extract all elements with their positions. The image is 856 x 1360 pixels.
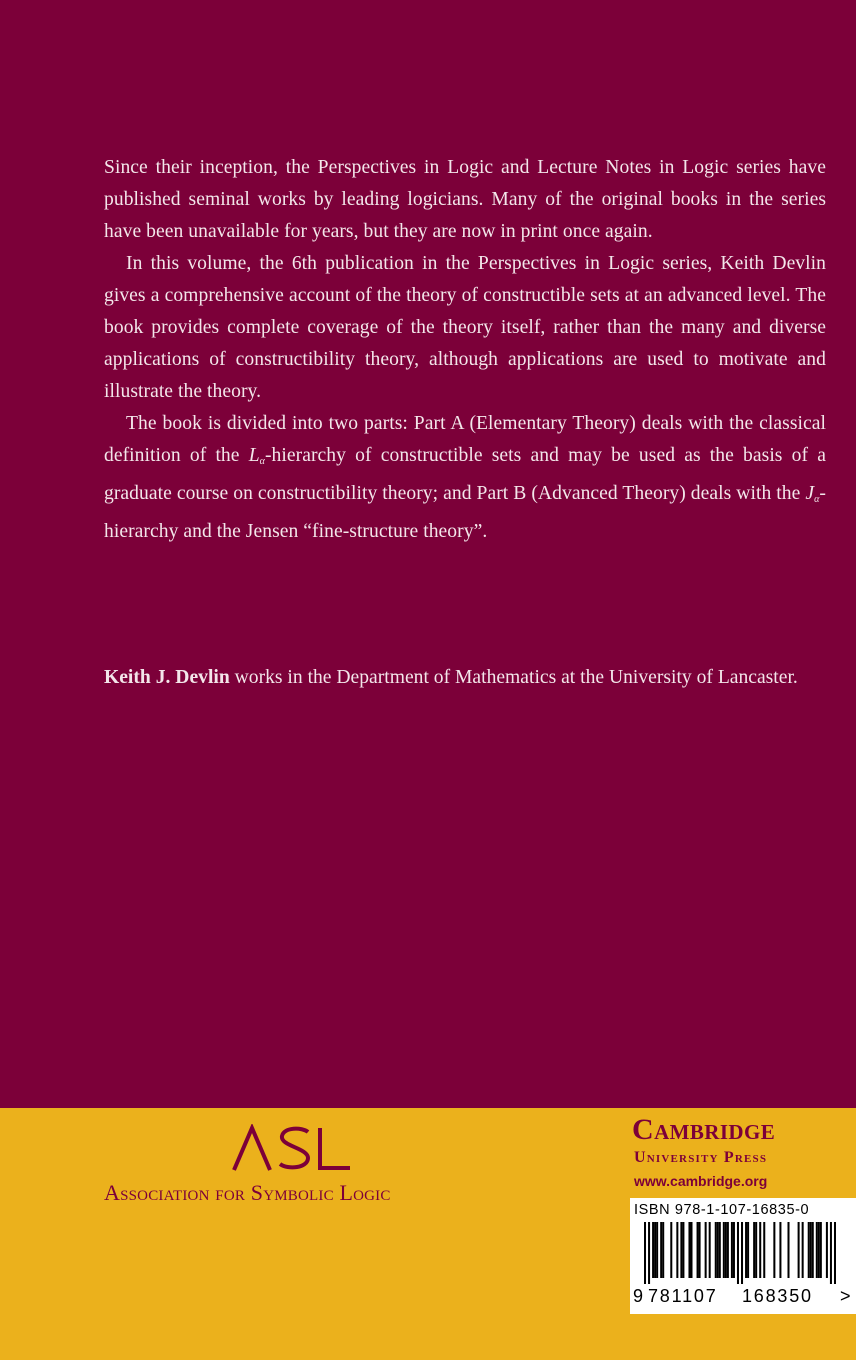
barcode-bar (747, 1222, 749, 1278)
blurb-paragraph-3 (104, 408, 826, 548)
barcode-bar (733, 1222, 735, 1278)
barcode-bar (818, 1222, 820, 1278)
author-bio-text: works in the Department of Mathematics at the University of Lancaster. (229, 667, 798, 688)
barcode-bar (717, 1222, 719, 1278)
cambridge-name: Cambridge (632, 1113, 776, 1146)
barcode-bar (709, 1222, 711, 1278)
blurb-p3-part-c: -hierarchy and the Jensen “fine-structure theory”. (104, 483, 826, 542)
barcode-bar (812, 1222, 814, 1278)
barcode-bar (737, 1222, 739, 1284)
barcode-bar (731, 1222, 733, 1278)
barcode-bar (699, 1222, 701, 1278)
barcode-bar (741, 1222, 743, 1284)
blurb-paragraph-2: In this volume, the 6th publication in the Perspectives in Logic series, Keith Devlin gives a comprehensive account of the theory of constructible sets at an advanced level. The book provides complete coverage of the theory itself, rather than the many and diverse applications of constructibility theory, although applications are used to motivate and illustrate the theory. (104, 253, 826, 402)
barcode-bar (773, 1222, 775, 1278)
barcode-bar (644, 1222, 646, 1284)
isbn-label: ISBN 978-1-107-16835-0 (634, 1202, 810, 1218)
barcode-bar (715, 1222, 717, 1278)
barcode-bar (779, 1222, 781, 1278)
ean-first-digit: 9 (633, 1286, 644, 1306)
university-press: University Press (634, 1149, 768, 1166)
blurb-paragraph-1: Since their inception, the Perspectives in Logic and Lecture Notes in Logic series have published seminal works by leading logicians. Many of the original books in the series have been unavailable for years, but they are now in print once again. (104, 157, 826, 242)
author-bio (104, 662, 826, 694)
barcode-bar (723, 1222, 725, 1278)
barcode-bar (697, 1222, 699, 1278)
author-name: Keith J. Devlin (104, 667, 230, 688)
isbn-barcode (630, 1198, 856, 1314)
asl-name: Association for Symbolic Logic (104, 1180, 391, 1205)
barcode-bar (759, 1222, 761, 1278)
j-alpha-symbol: $J_\alpha$ (805, 483, 820, 505)
barcode-bar (820, 1222, 822, 1278)
barcode-bar (816, 1222, 818, 1278)
barcode-bar (652, 1222, 654, 1278)
barcode-bar (802, 1222, 804, 1278)
l-alpha-symbol: $L_\alpha$ (248, 445, 265, 467)
barcode-bar (662, 1222, 664, 1278)
ean-quiet-zone-arrow: > (840, 1286, 851, 1306)
asl-logo-icon (232, 1124, 352, 1172)
barcode-bar (688, 1222, 690, 1278)
publisher-url[interactable]: www.cambridge.org (634, 1173, 768, 1189)
barcode-bar (810, 1222, 812, 1278)
barcode-bar (660, 1222, 662, 1278)
ean-right-digits: 168350 (742, 1286, 813, 1306)
barcode-bar (798, 1222, 800, 1278)
barcode-bars-icon (644, 1222, 836, 1284)
barcode-bar (830, 1222, 832, 1284)
blurb-p3-part-b: -hierarchy of constructible sets and may be used as the basis of a graduate course on constructibility theory; and Part B (Advanced Theory) deals with the (104, 445, 826, 504)
barcode-bar (705, 1222, 707, 1278)
back-cover-blurb (104, 152, 826, 548)
ean-left-digits: 781107 (648, 1286, 718, 1306)
barcode-bar (648, 1222, 650, 1284)
barcode-bar (676, 1222, 678, 1278)
barcode-bar (763, 1222, 765, 1278)
blurb-p3-part-a: The book is divided into two parts: Part A (Elementary Theory) deals with the classical definition of the (104, 413, 826, 466)
barcode-bar (808, 1222, 810, 1278)
barcode-bar (826, 1222, 828, 1278)
barcode-bar (654, 1222, 656, 1278)
barcode-bar (680, 1222, 682, 1278)
barcode-bar (745, 1222, 747, 1278)
barcode-bar (787, 1222, 789, 1278)
barcode-bar (682, 1222, 684, 1278)
ean-digits (630, 1284, 856, 1310)
barcode-bar (755, 1222, 757, 1278)
barcode-bar (690, 1222, 692, 1278)
barcode-bar (834, 1222, 836, 1284)
barcode-bar (670, 1222, 672, 1278)
barcode-bar (656, 1222, 658, 1278)
barcode-bar (719, 1222, 721, 1278)
barcode-bar (753, 1222, 755, 1278)
barcode-bar (727, 1222, 729, 1278)
barcode-bar (725, 1222, 727, 1278)
